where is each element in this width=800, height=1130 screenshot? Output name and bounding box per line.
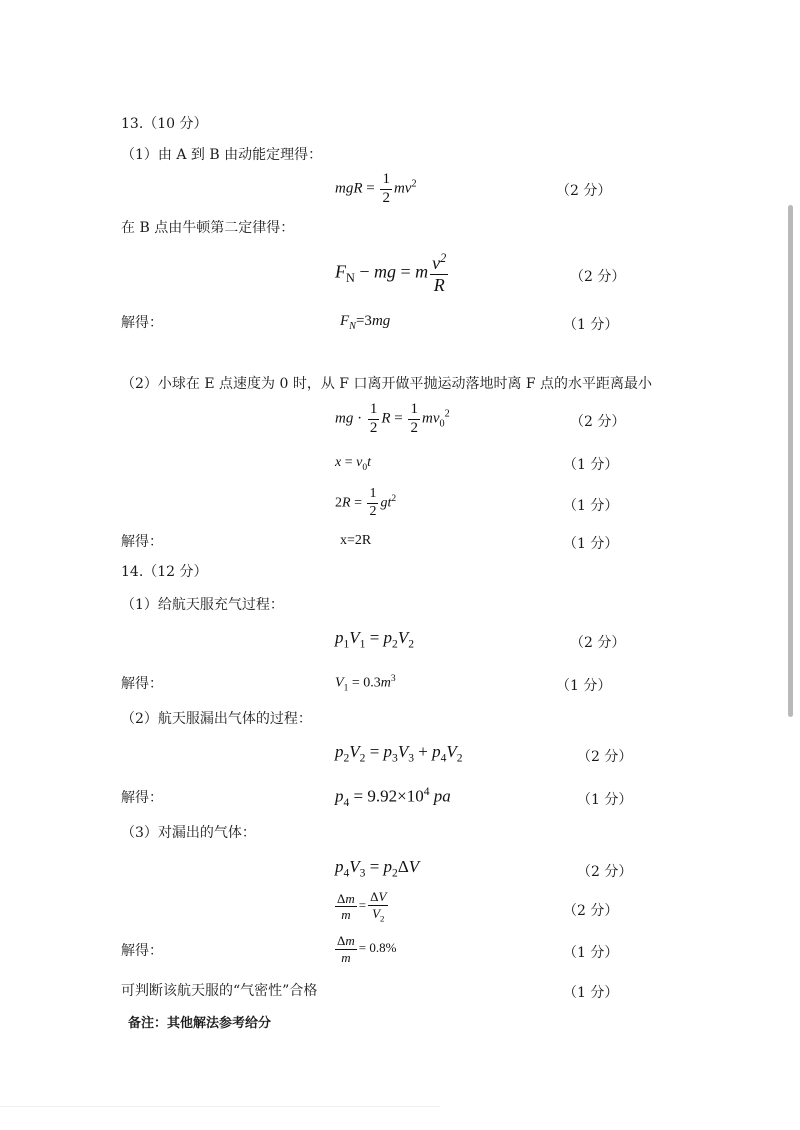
q13-eq-energy-e: mg · $\frac{1}{2}$ R = $\frac{1}{2}$ $mv_0^2$ <box>335 401 450 436</box>
q14-part1-intro: （1）给航天服充气过程： <box>121 597 284 613</box>
q14-result1-label: 解得： <box>121 676 163 692</box>
q14-result3-eq: $\frac{\Delta m}{m}$ = 0.8% <box>337 933 397 965</box>
q13-part1-intro: （1）由 A 到 B 由动能定理得： <box>121 147 323 163</box>
q14-part3-intro: （3）对漏出的气体： <box>121 825 256 841</box>
q14-part2-intro: （2）航天服漏出气体的过程： <box>121 711 312 727</box>
q13-eq7-score: （1 分） <box>563 536 619 552</box>
q14-eq-boyle2: $p_2V_2 = p_3V_3 + p_4V_2$ <box>335 742 463 765</box>
q13-header: 13.（10 分） <box>121 116 208 132</box>
remark-note: 备注：其他解法参考给分 <box>128 1016 272 1031</box>
q14-result1-value: = 0.3 <box>351 675 381 691</box>
q14-result2-unit: pa <box>433 786 451 806</box>
q13-eq-work-energy: mgR = $\frac{1}{2}$ $mv^2$ <box>335 171 417 206</box>
q13-eq4-score: （2 分） <box>570 414 626 430</box>
q13-eq-x: $x = v_0t$ <box>335 455 371 473</box>
q14-eq-boyle1: $p_1V_1 = p_2V_2$ <box>335 628 414 651</box>
q14-header: 14.（12 分） <box>121 564 208 580</box>
page-divider <box>0 1106 440 1107</box>
q14-result2-label: 解得： <box>121 790 163 806</box>
q14-eq-leak: $p_4V_3 = p_2\Delta V$ <box>335 857 420 880</box>
q14-result2-value: = 9.92×10 <box>353 786 424 806</box>
q13-part1b-intro: 在 B 点由牛顿第二定律得： <box>121 220 295 236</box>
q13-result2-label: 解得： <box>121 534 163 550</box>
q14-result3-label: 解得： <box>121 943 163 959</box>
q14-eq6-score: （2 分） <box>563 903 619 919</box>
q13-result-sub: N <box>349 321 356 332</box>
q13-part2-intro: （2）小球在 E 点速度为 0 时，从 F 口离开做平抛运动落地时离 F 点的水平距离最小 <box>121 376 653 392</box>
q14-conclusion: 可判断该航天服的“气密性”合格 <box>121 983 318 999</box>
q13-eq-fall: 2R = $\frac{1}{2}$ $gt^2$ <box>335 486 397 519</box>
q13-eq1-score: （2 分） <box>556 183 612 199</box>
q14-conclusion-score: （1 分） <box>563 985 619 1001</box>
q13-eq-newton: $F_N$ − mg = m $\frac{v^2}{R}$ <box>335 251 447 295</box>
q14-eq-ratio: $\frac{\Delta m}{m}$ = $\frac{\Delta V}{V_2}$ <box>337 889 387 924</box>
vertical-scrollbar[interactable] <box>788 205 793 717</box>
q14-result1-eq: $V_1 = 0.3m^3$ <box>335 674 396 694</box>
q13-result-eq <box>340 313 390 332</box>
q14-result2-eq: $p_4 = 9.92\times 10^4$ pa <box>335 785 451 810</box>
q13-eq3-score: （1 分） <box>563 317 619 333</box>
q14-eq2-score: （1 分） <box>556 678 612 694</box>
q13-eq5-score: （1 分） <box>563 457 619 473</box>
q14-result2-exp: 4 <box>423 785 430 798</box>
q14-eq3-score: （2 分） <box>577 749 633 765</box>
q14-eq1-score: （2 分） <box>570 635 626 651</box>
q14-eq7-score: （1 分） <box>563 945 619 961</box>
q13-result-label: 解得： <box>121 315 163 331</box>
q13-result2-eq: x=2R <box>340 533 372 548</box>
q13-result-rhs: =3 <box>355 313 372 329</box>
q14-eq5-score: （2 分） <box>577 864 633 880</box>
q14-eq4-score: （1 分） <box>577 792 633 808</box>
q13-result-f: F <box>340 313 350 329</box>
q13-eq6-score: （1 分） <box>563 498 619 514</box>
q13-result-mg: mg <box>371 313 391 329</box>
q13-eq2-score: （2 分） <box>570 269 626 285</box>
q14-result3-value: = 0.8% <box>358 940 397 956</box>
